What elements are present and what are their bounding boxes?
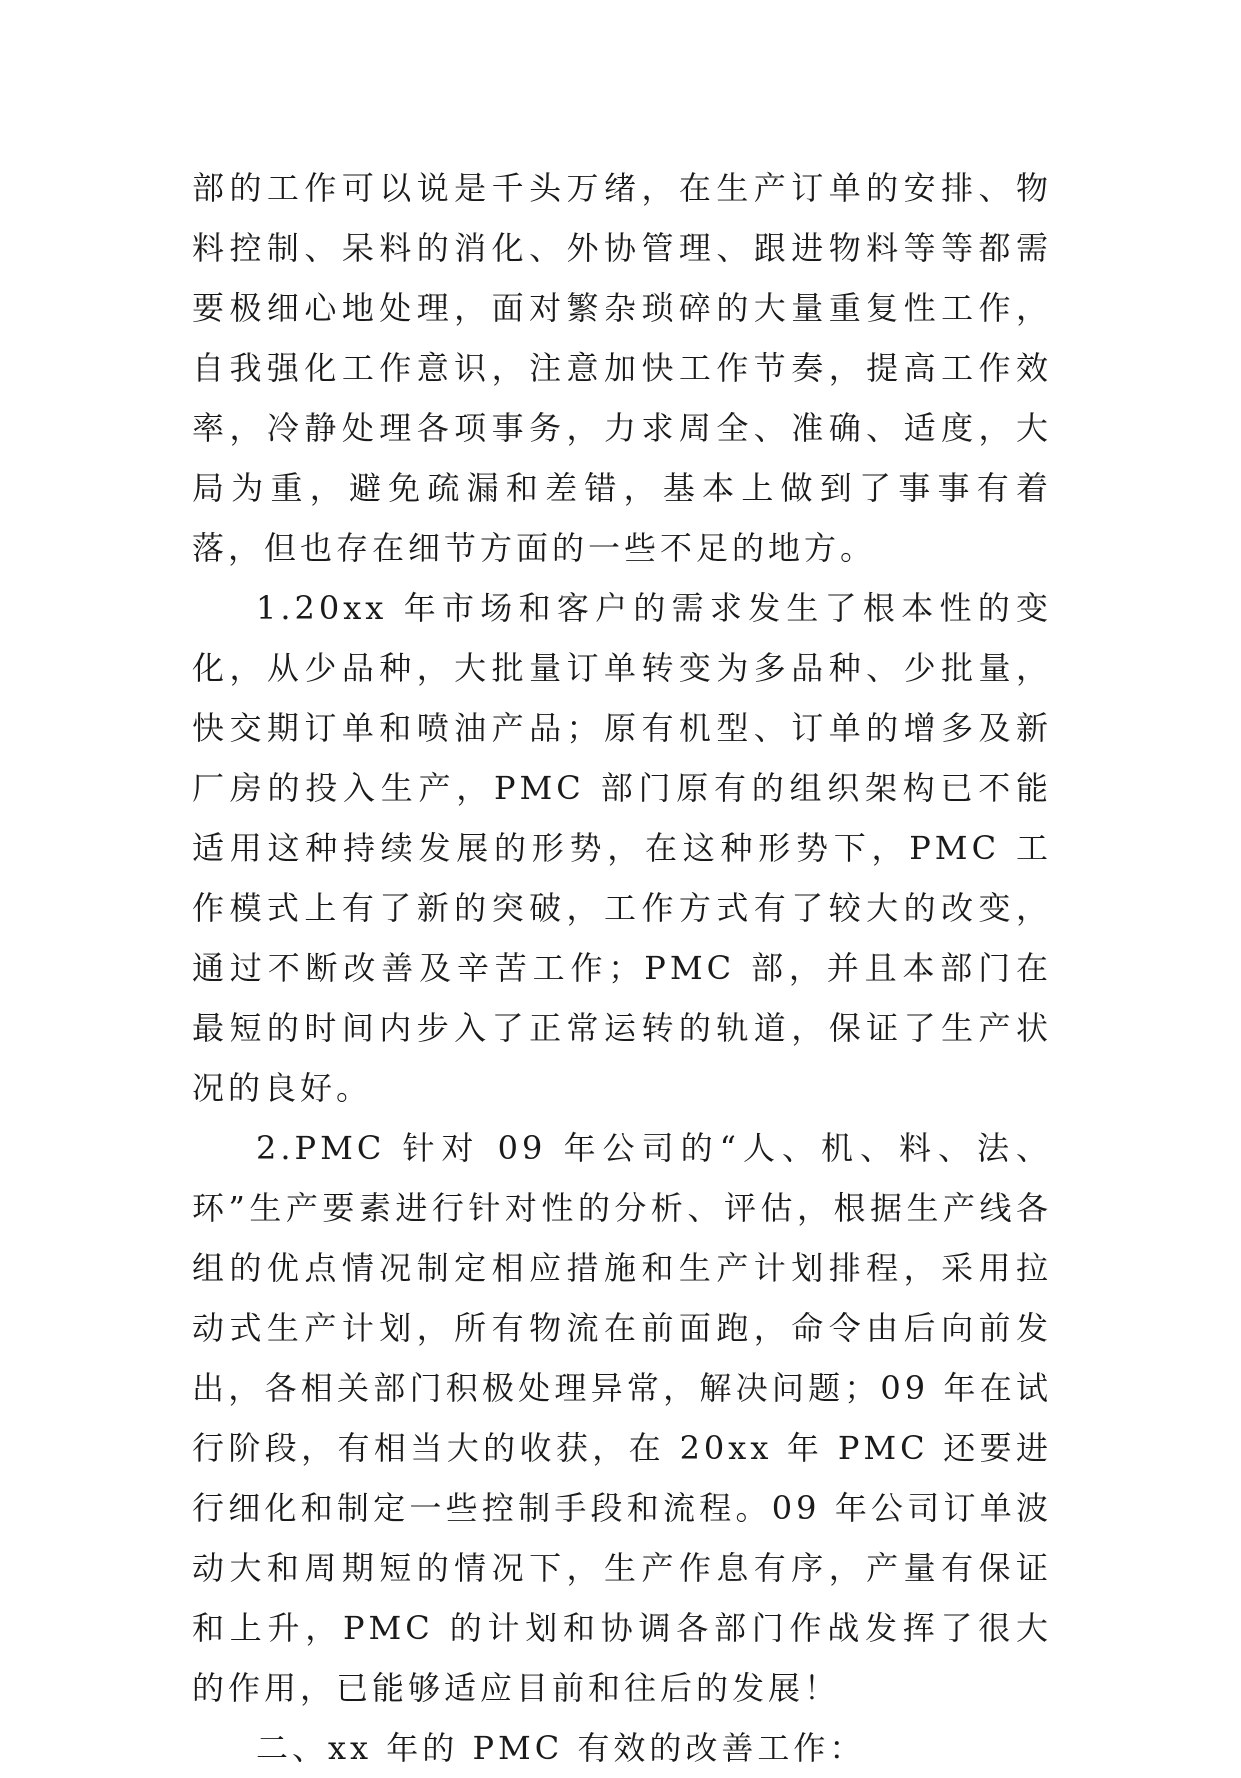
document-body — [192, 158, 1052, 1778]
paragraph-item-2: 2.PMC 针对 09 年公司的“人、机、料、法、环”生产要素进行针对性的分析、评估，根据生产线各组的优点情况制定相应措施和生产计划排程，采用拉动式生产计划，所有物流在前面跑，命令由后向前发出，各相关部门积极处理异常，解决问题；09 年在试行阶段，有相当大的收获，在 20xx 年 PMC 还要进行细化和制定一些控制手段和流程。09 年公司订单波动大和周期短的情况下，生产作息有序，产量有保证和上升，PMC 的计划和协调各部门作战发挥了很大的作用，已能够适应目前和往后的发展！ — [192, 1129, 1052, 1707]
section-heading-2: 二、xx 年的 PMC 有效的改善工作： — [256, 1729, 866, 1767]
paragraph-item-1: 1.20xx 年市场和客户的需求发生了根本性的变化，从少品种，大批量订单转变为多品种、少批量，快交期订单和喷油产品；原有机型、订单的增多及新厂房的投入生产，PMC 部门原有的组织架构已不能适用这种持续发展的形势，在这种形势下，PMC 工作模式上有了新的突破，工作方式有了较大的改变，通过不断改善及辛苦工作；PMC 部，并且本部门在最短的时间内步入了正常运转的轨道，保证了生产状况的良好。 — [192, 589, 1052, 1107]
paragraph-continuation: 部的工作可以说是千头万绪，在生产订单的安排、物料控制、呆料的消化、外协管理、跟进物料等等都需要极细心地处理，面对繁杂琐碎的大量重复性工作，自我强化工作意识，注意加快工作节奏，提高工作效率，冷静处理各项事务，力求周全、准确、适度，大局为重，避免疏漏和差错，基本上做到了事事有着落，但也存在细节方面的一些不足的地方。 — [192, 169, 1052, 567]
